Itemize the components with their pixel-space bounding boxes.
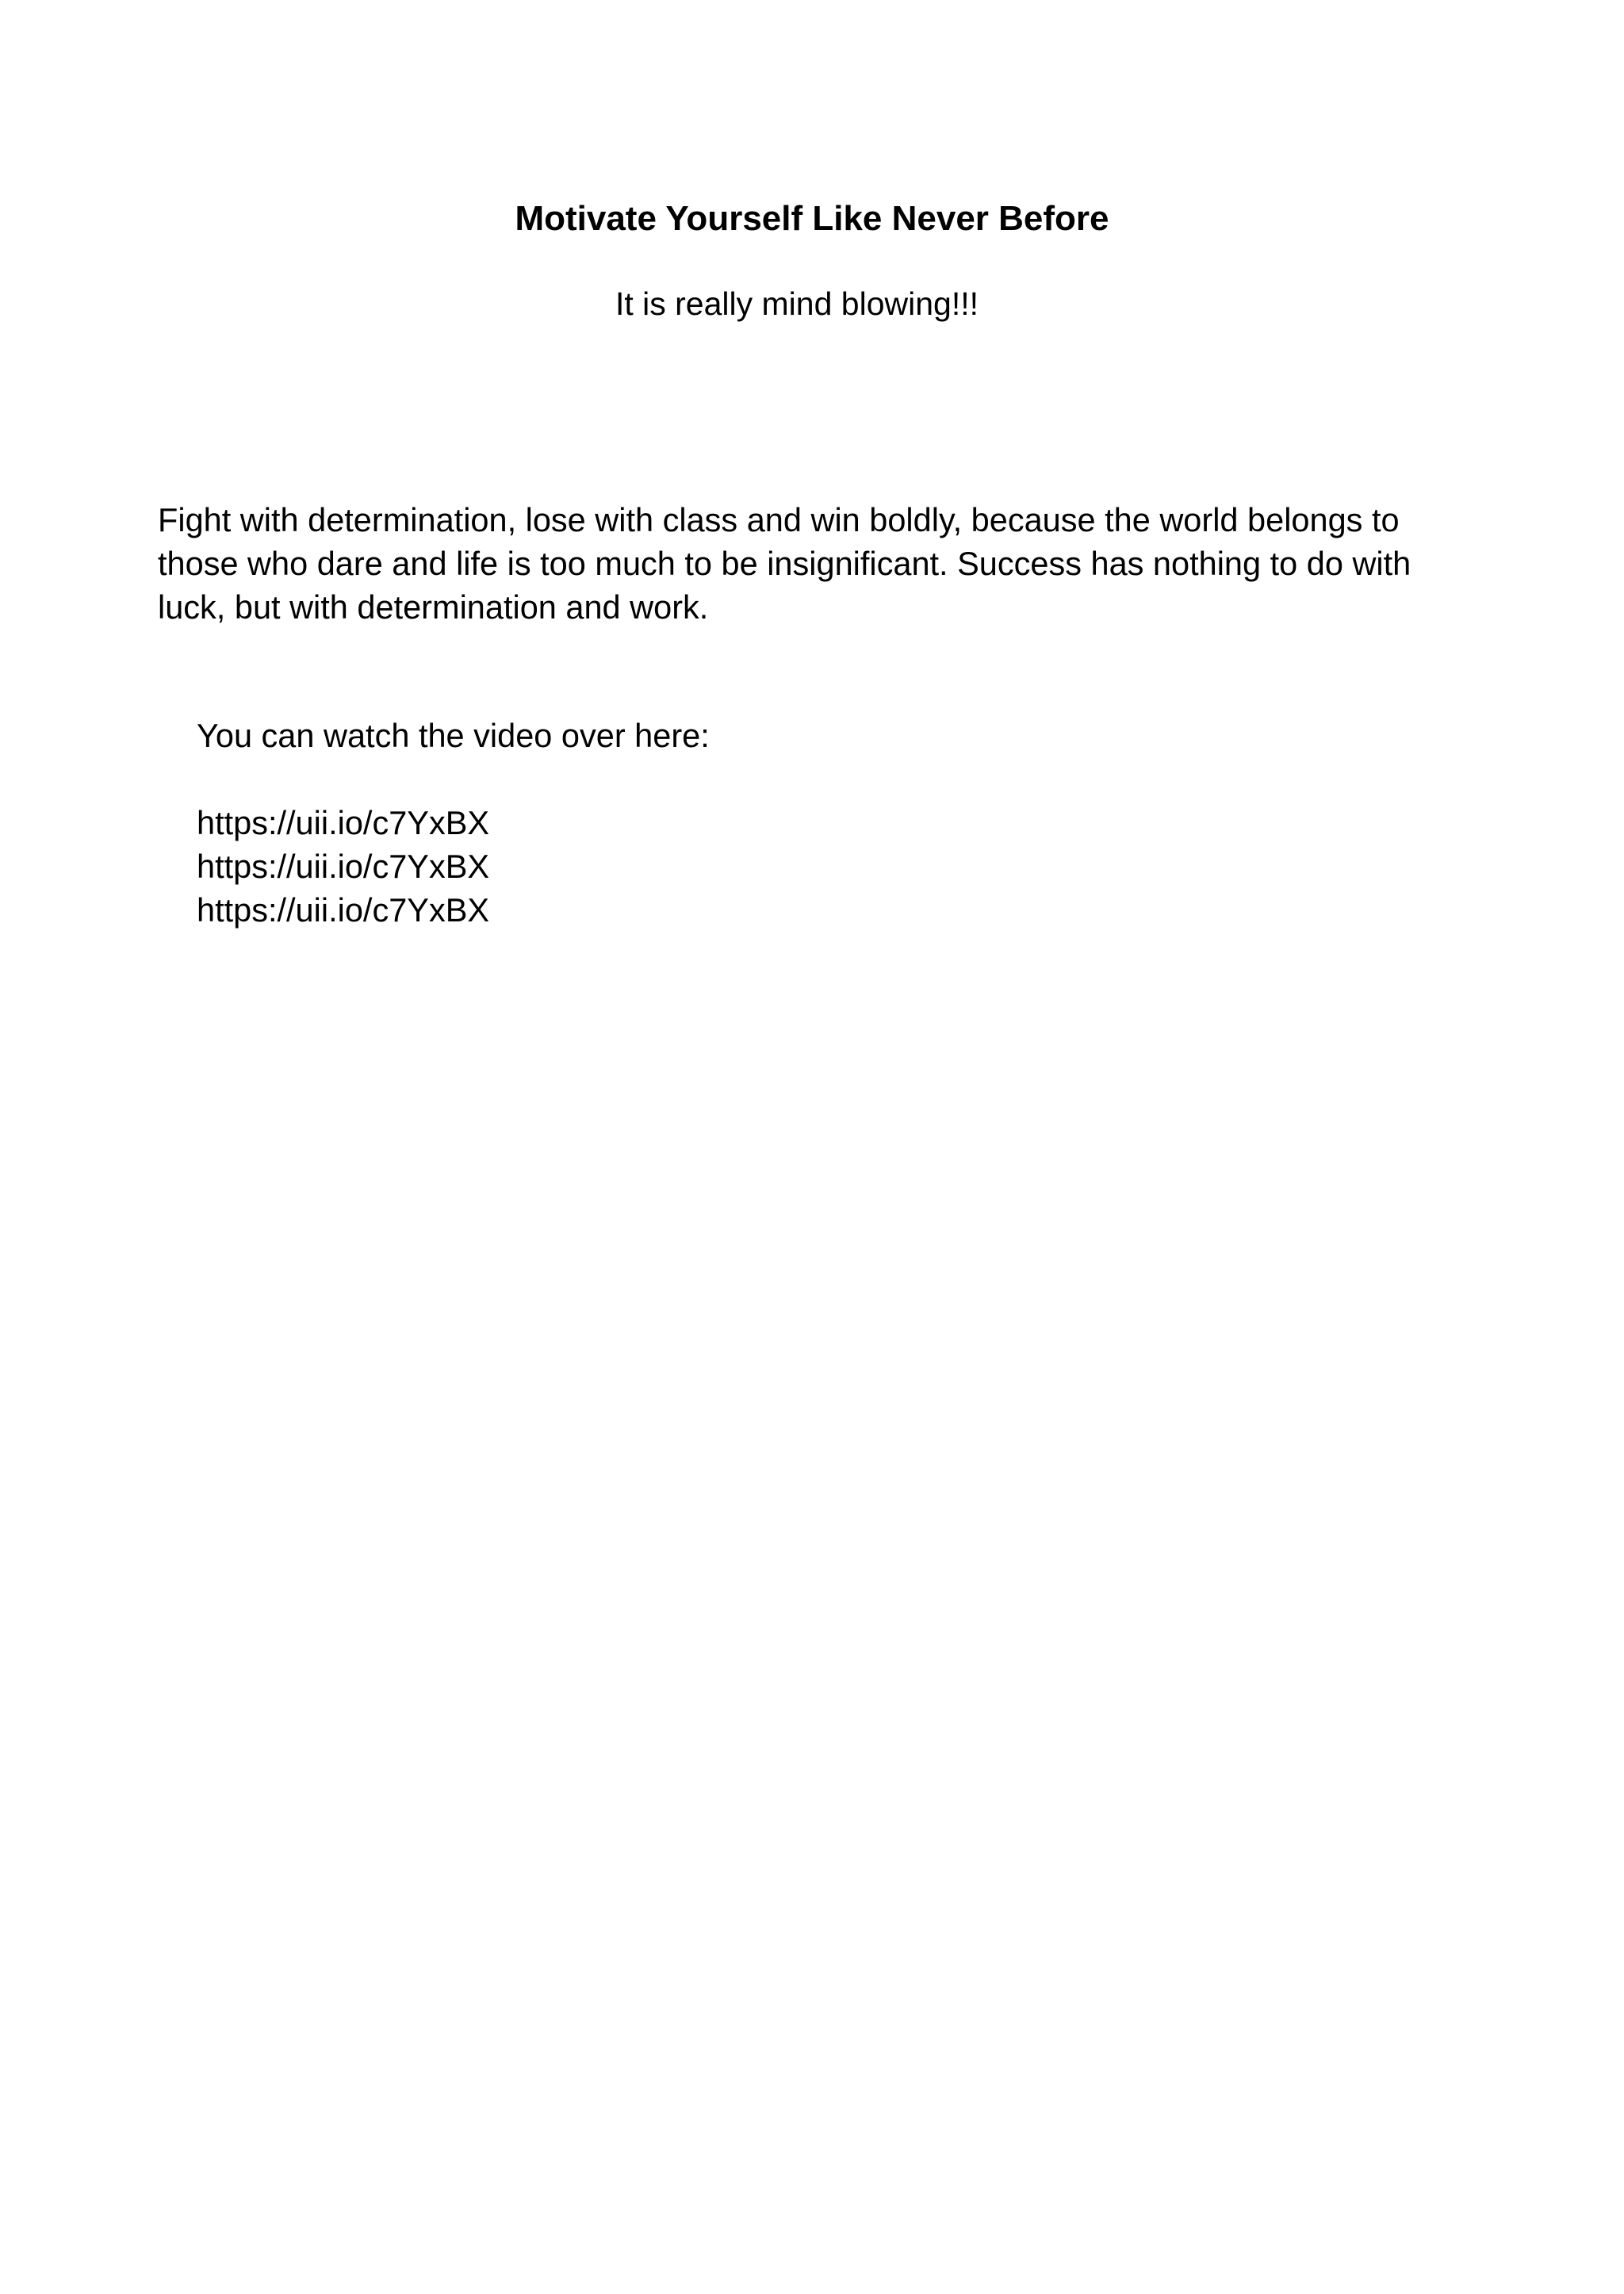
motivation-paragraph: Fight with determination, lose with class and win boldly, because the world belongs to those who dare and life is too much to be insignificant. Success has nothing to do with luck, but with determination and work.: [158, 501, 1411, 626]
video-link-3[interactable]: https://uii.io/c7YxBX: [197, 891, 490, 929]
document-title: Motivate Yourself Like Never Before: [515, 199, 1109, 238]
video-link-1[interactable]: https://uii.io/c7YxBX: [197, 804, 490, 841]
video-links-section: [197, 714, 1386, 932]
video-intro-text: You can watch the video over here:: [197, 717, 710, 754]
blank-line: [197, 757, 1386, 801]
document-subtitle: It is really mind blowing!!!: [615, 285, 979, 322]
video-link-2[interactable]: https://uii.io/c7YxBX: [197, 848, 490, 885]
